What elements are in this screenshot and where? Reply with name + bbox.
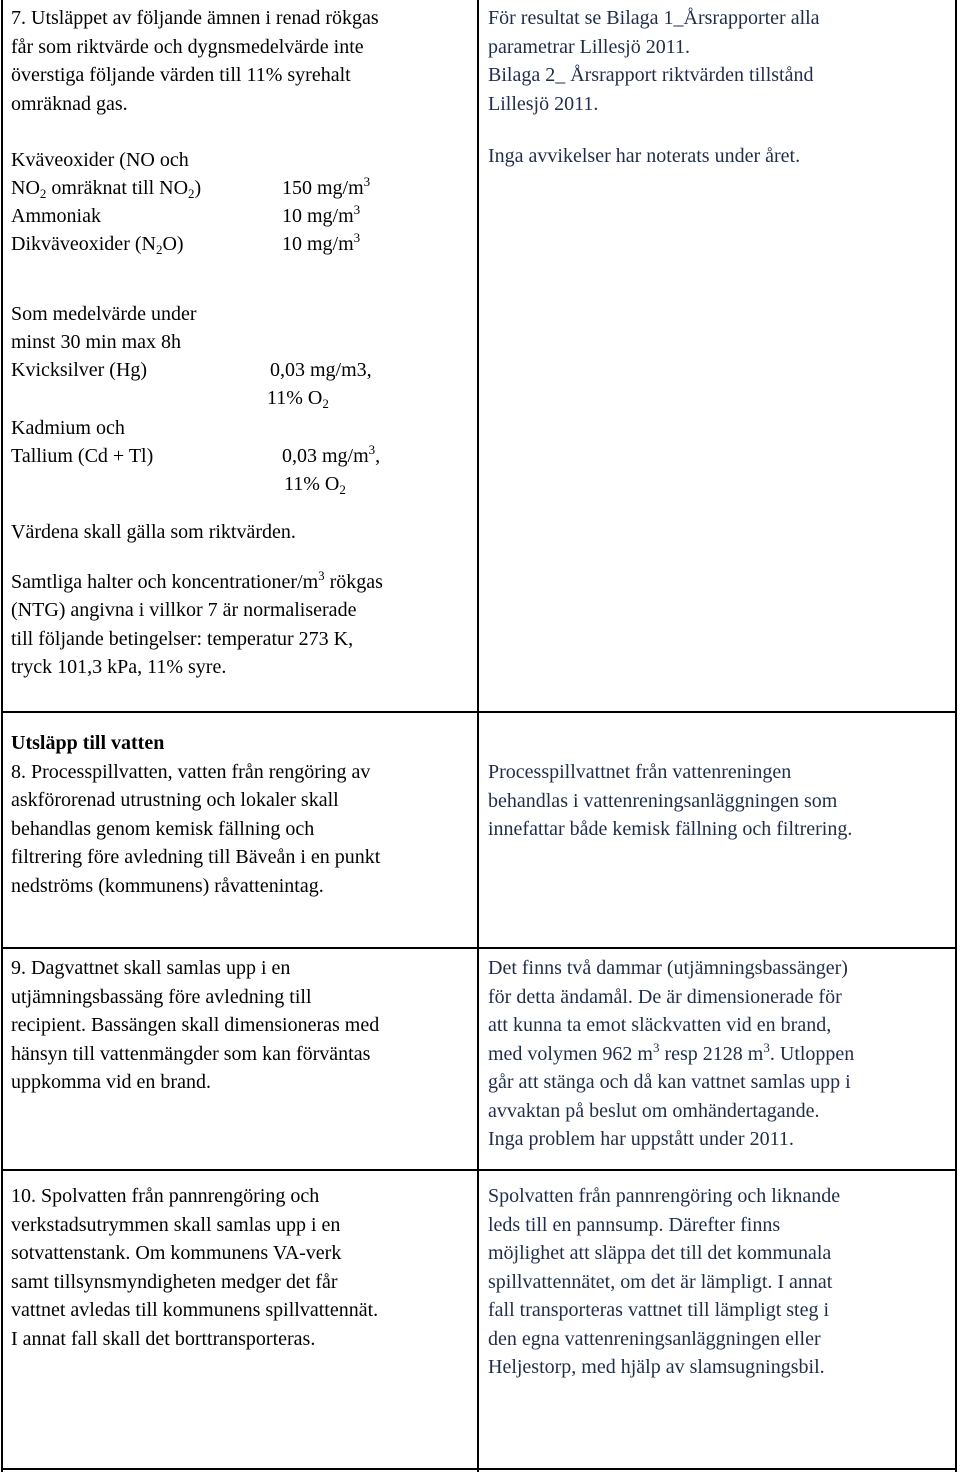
nh3-value: 10 $mg/m^3$ bbox=[282, 202, 361, 227]
condition-8-status: Processpillvattnet från vattenreningen behandlas i vattenreningsanläggningen som innefattar både kemisk fällning och filtrering. bbox=[488, 761, 853, 840]
nh3-label: Ammoniak bbox=[11, 205, 101, 227]
condition-10-status-cell bbox=[488, 1182, 950, 1382]
normalisation-note: Samtliga halter och koncentrationer/$m^3$ rökgas (NTG) angivna i villkor 7 är normaliserade till följande betingelser: temperatur 273 K, tryck 101,3 kPa, 11% syre. bbox=[11, 567, 383, 678]
condition-9-text: 9. Dagvattnet skall samlas upp i en utjämningsbassäng före avledning till recipient. Bassängen skall dimensioneras med hänsyn till vattenmängder som kan förväntas uppkomma vid en brand. bbox=[11, 957, 380, 1093]
n2o-value: 10 $mg/m^3$ bbox=[282, 230, 361, 255]
hg-oxygen: 11% $O_2$ bbox=[267, 387, 329, 411]
table-border-right bbox=[955, 0, 957, 1472]
limit-table-average bbox=[11, 300, 473, 500]
row-divider bbox=[1, 1169, 957, 1171]
average-label-line1: Som medelvärde under bbox=[11, 303, 197, 325]
row-divider bbox=[1, 947, 957, 949]
condition-7-status-cell bbox=[488, 4, 950, 171]
cd-oxygen: 11% $O_2$ bbox=[284, 473, 346, 497]
nox-value: 150 $mg/m^3$ bbox=[282, 174, 371, 199]
condition-7-intro: 7. Utsläppet av följande ämnen i renad rökgas får som riktvärde och dygnsmedelvärde inte överstiga följande värden till 11% syrehalt omräknad gas. bbox=[11, 7, 379, 115]
hg-label: Kvicksilver (Hg) bbox=[11, 359, 148, 381]
condition-8-cell bbox=[11, 729, 473, 900]
table-border-left bbox=[1, 0, 3, 1472]
condition-8-text: 8. Processpillvatten, vatten från rengöring av askförorenad utrustning och lokaler skall behandlas genom kemisk fällning och filtrering före avledning till Bäveån i en punkt nedströms (kommunens) råvattenintag. bbox=[11, 760, 381, 897]
nox-label-line2: $NO_2$ omräknat till $NO_2$) bbox=[11, 177, 202, 201]
hg-value: 0,03 mg/m3, bbox=[270, 359, 372, 381]
riktvarden-note: Värdena skall gälla som riktvärden. bbox=[11, 521, 296, 543]
no-deviations-note: Inga avvikelser har noterats under året. bbox=[488, 145, 801, 167]
condition-10-status: Spolvatten från pannrengöring och liknande leds till en pannsump. Därefter finns möjlighet att släppa det till det kommunala spillvattennätet, om det är lämpligt. I annat fall transporteras vattnet till lämpligt steg i den egna vattenreningsanläggningen eller Heljestorp, med hjälp av slamsugningsbil. bbox=[488, 1185, 841, 1378]
section-heading-water: Utsläpp till vatten bbox=[11, 732, 165, 754]
condition-9-cell bbox=[11, 954, 473, 1097]
row-divider bbox=[1, 711, 957, 713]
nox-label: Kväveoxider (NO och bbox=[11, 149, 189, 171]
condition-9-status-cell bbox=[488, 954, 950, 1154]
table-border-bottom bbox=[1, 1468, 957, 1470]
condition-10-text: 10. Spolvatten från pannrengöring och verkstadsutrymmen skall samlas upp i en sotvattenstank. Om kommunens VA-verk samt tillsynsmyndigheten medger det får vattnet avledas till kommunens spillvattennät. I annat fall skall det borttransporteras. bbox=[11, 1185, 379, 1350]
cd-value: 0,03 $mg/m^3$, bbox=[282, 442, 381, 467]
condition-7-cell bbox=[11, 4, 473, 682]
condition-9-status: Det finns två dammar (utjämningsbassänger) för detta ändamål. De är dimensionerade för att kunna ta emot släckvatten vid en brand, med volymen 962 $m^3$ resp 2128 $m^3$. Utloppen går att stänga och då kan vattnet samlas upp i avvaktan på beslut om omhändertagande. Inga problem har uppstått under 2011. bbox=[488, 957, 855, 1150]
condition-8-status-cell bbox=[488, 758, 950, 844]
cd-label-line2: Tallium (Cd + Tl) bbox=[11, 445, 154, 467]
results-reference: För resultat se Bilaga 1_Årsrapporter alla parametrar Lillesjö 2011. Bilaga 2_ Årsrapport riktvärden tillstånd Lillesjö 2011. bbox=[488, 7, 820, 115]
column-divider bbox=[477, 0, 479, 1472]
n2o-label: Dikväveoxider $(N_2O)$ bbox=[11, 233, 184, 257]
limit-table-daily bbox=[11, 146, 473, 288]
cd-label-line1: Kadmium och bbox=[11, 417, 125, 439]
average-label-line2: minst 30 min max 8h bbox=[11, 331, 181, 353]
condition-10-cell bbox=[11, 1182, 473, 1353]
